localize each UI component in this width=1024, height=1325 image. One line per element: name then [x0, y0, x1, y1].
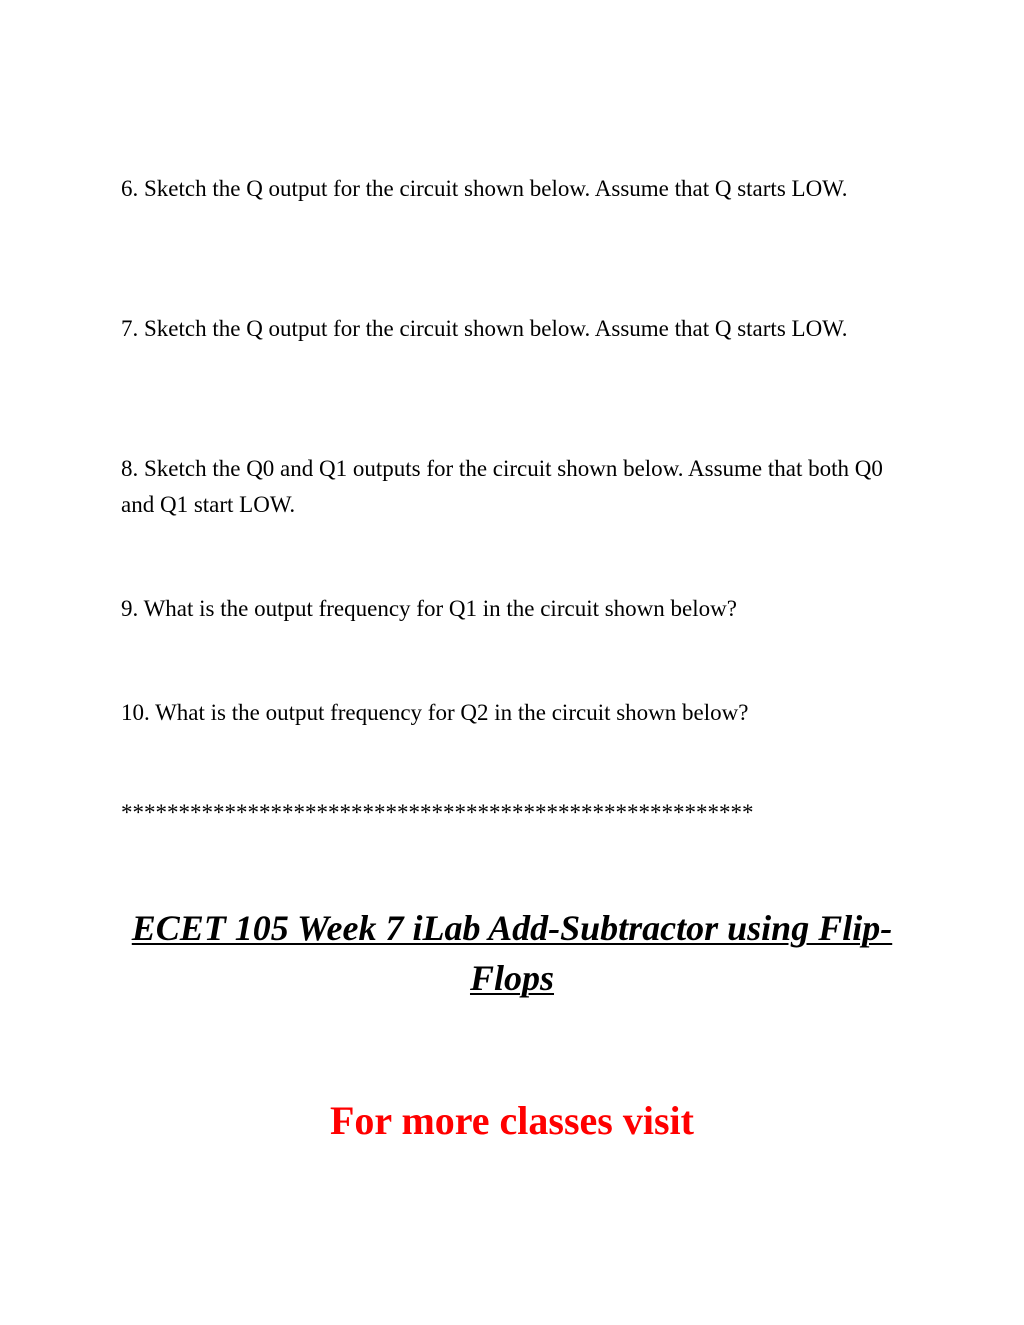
question-9: 9. What is the output frequency for Q1 in the circuit shown below?	[121, 596, 737, 621]
separator-line: *******************************************************	[121, 800, 754, 825]
section-heading: ECET 105 Week 7 iLab Add-Subtractor using Flip-Flops	[131, 908, 893, 998]
question-10: 10. What is the output frequency for Q2 in the circuit shown below?	[121, 700, 749, 725]
question-8: 8. Sketch the Q0 and Q1 outputs for the circuit shown below. Assume that both Q0 and Q1 start LOW.	[121, 456, 883, 517]
question-6: 6. Sketch the Q output for the circuit shown below. Assume that Q starts LOW.	[121, 176, 848, 201]
visit-text: For more classes visit	[329, 1098, 694, 1143]
question-7: 7. Sketch the Q output for the circuit shown below. Assume that Q starts LOW.	[121, 316, 848, 341]
